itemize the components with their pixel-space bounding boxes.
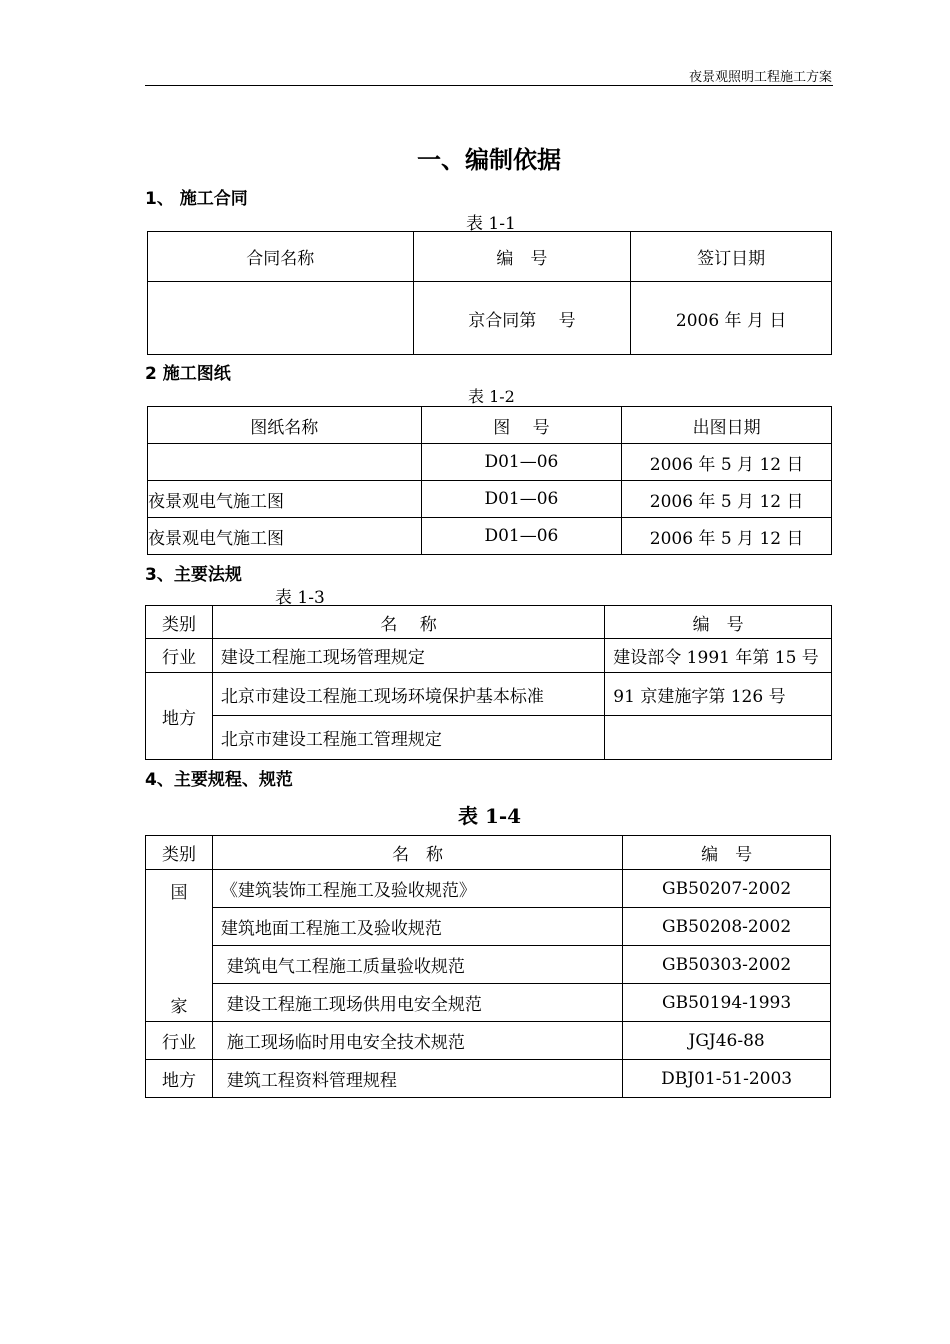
drawings-table [147, 406, 832, 555]
table-1-1-caption: 表 1-1 [466, 214, 516, 234]
header-cell: 签订日期 [631, 232, 832, 282]
header-cell: 类别 [146, 606, 213, 639]
table-header-row [146, 606, 832, 639]
category-cell: 地方 [146, 673, 213, 760]
standard-name-cell: 施工现场临时用电安全技术规范 [212, 1022, 622, 1060]
header-cell: 编 号 [605, 606, 832, 639]
contract-number-cell: 京合同第 号 [413, 282, 631, 355]
standard-name-cell: 《建筑装饰工程施工及验收规范》 [212, 870, 622, 908]
table-row [146, 984, 831, 1022]
contract-table [147, 231, 832, 355]
document-title: 一、编制依据 [417, 146, 561, 174]
standard-code-cell: DBJ01-51-2003 [623, 1060, 831, 1098]
regulations-table [145, 605, 832, 760]
table-1-4-caption: 表 1-4 [458, 804, 522, 828]
regulation-code-cell: 建设部令 1991 年第 15 号 [605, 639, 832, 673]
header-cell: 名 称 [212, 606, 604, 639]
header-rule [145, 85, 833, 86]
table-row [146, 870, 831, 908]
national-char-2: 家 [170, 997, 188, 1017]
regulation-name-cell: 北京市建设工程施工现场环境保护基本标准 [212, 673, 604, 716]
section-4-heading: 4、主要规程、规范 [145, 770, 293, 790]
drawing-name-cell: 夜景观电气施工图 [148, 481, 422, 518]
standard-name-cell: 建筑电气工程施工质量验收规范 [212, 946, 622, 984]
section-1-heading: 1、 施工合同 [145, 189, 248, 209]
table-row [146, 1022, 831, 1060]
table-row [146, 673, 832, 716]
category-cell: 行业 [146, 1022, 213, 1060]
section-2-heading: 2 施工图纸 [145, 364, 231, 384]
national-category-cell [146, 870, 213, 1022]
header-cell: 合同名称 [148, 232, 414, 282]
table-row [148, 282, 832, 355]
national-char-1: 国 [170, 883, 188, 903]
table-row [146, 639, 832, 673]
drawing-number-cell: D01—06 [421, 481, 622, 518]
category-cell: 地方 [146, 1060, 213, 1098]
header-cell: 图 号 [421, 407, 622, 444]
table-header-row [146, 836, 831, 870]
standard-name-cell: 建筑工程资料管理规程 [212, 1060, 622, 1098]
drawing-date-cell: 2006 年 5 月 12 日 [622, 444, 832, 481]
regulation-code-cell: 91 京建施字第 126 号 [605, 673, 832, 716]
running-header: 夜景观照明工程施工方案 [688, 70, 832, 85]
category-cell: 行业 [146, 639, 213, 673]
header-cell: 类别 [146, 836, 213, 870]
header-cell: 名 称 [212, 836, 622, 870]
table-row [146, 946, 831, 984]
drawing-date-cell: 2006 年 5 月 12 日 [622, 481, 832, 518]
header-cell: 图纸名称 [148, 407, 422, 444]
drawing-name-cell: 夜景观电气施工图 [148, 518, 422, 555]
header-cell: 编 号 [623, 836, 831, 870]
header-cell: 出图日期 [622, 407, 832, 444]
standard-code-cell: JGJ46-88 [623, 1022, 831, 1060]
standard-code-cell: GB50194-1993 [623, 984, 831, 1022]
header-cell: 编 号 [413, 232, 631, 282]
table-row [148, 481, 832, 518]
table-row [146, 716, 832, 760]
standards-table [145, 835, 831, 1098]
standard-code-cell: GB50208-2002 [623, 908, 831, 946]
standard-name-cell: 建设工程施工现场供用电安全规范 [212, 984, 622, 1022]
standard-name-cell: 建筑地面工程施工及验收规范 [212, 908, 622, 946]
drawing-name-cell [148, 444, 422, 481]
regulation-name-cell: 建设工程施工现场管理规定 [212, 639, 604, 673]
table-1-3-caption: 表 1-3 [275, 588, 325, 608]
standard-code-cell: GB50207-2002 [623, 870, 831, 908]
drawing-number-cell: D01—06 [421, 518, 622, 555]
table-row [146, 1060, 831, 1098]
table-header-row [148, 407, 832, 444]
table-row [148, 444, 832, 481]
standard-code-cell: GB50303-2002 [623, 946, 831, 984]
regulation-code-cell [605, 716, 832, 760]
table-1-2-caption: 表 1-2 [468, 387, 515, 406]
section-3-heading: 3、主要法规 [145, 565, 242, 585]
regulation-name-cell: 北京市建设工程施工管理规定 [212, 716, 604, 760]
contract-date-cell: 2006 年 月 日 [631, 282, 832, 355]
table-row [146, 908, 831, 946]
table-row [148, 518, 832, 555]
drawing-date-cell: 2006 年 5 月 12 日 [622, 518, 832, 555]
table-header-row [148, 232, 832, 282]
contract-name-cell [148, 282, 414, 355]
drawing-number-cell: D01—06 [421, 444, 622, 481]
